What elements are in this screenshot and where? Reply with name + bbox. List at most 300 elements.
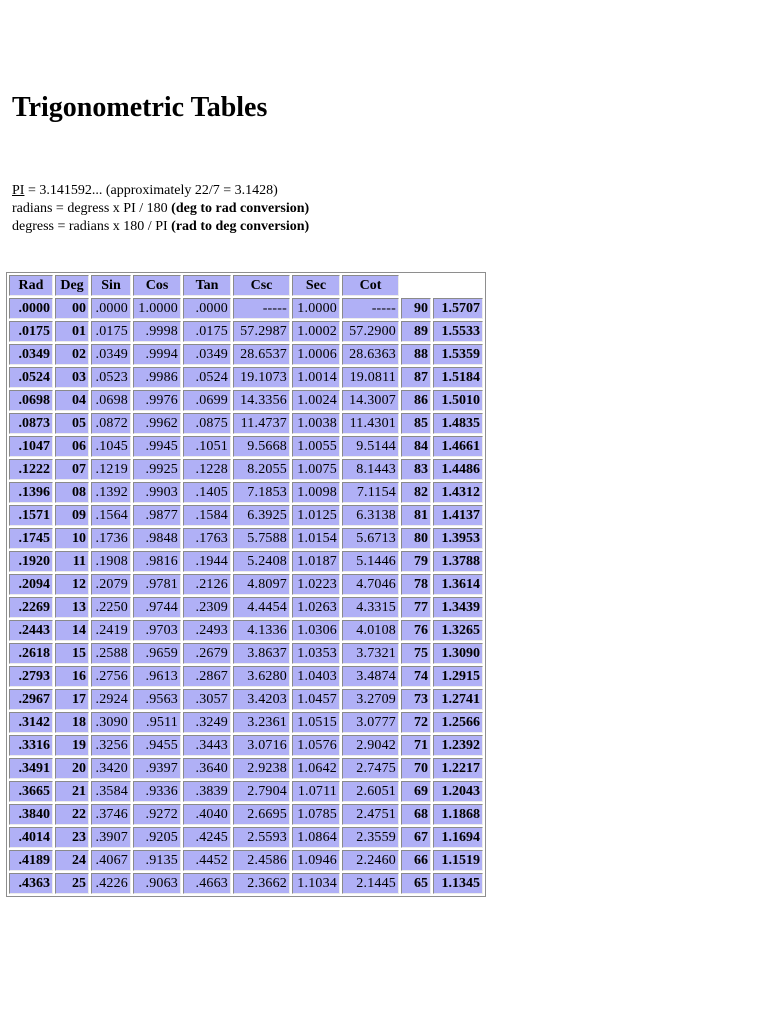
cell-rad: .2793 <box>9 666 53 687</box>
cell-comp-rad: 1.2043 <box>433 781 483 802</box>
cell-csc: 9.5668 <box>233 436 290 457</box>
cell-rad: .1745 <box>9 528 53 549</box>
table-row <box>9 689 483 710</box>
cell-cot: 14.3007 <box>342 390 399 411</box>
cell-csc: 4.4454 <box>233 597 290 618</box>
table-row <box>9 850 483 871</box>
cell-sin: .0349 <box>91 344 131 365</box>
deg-to-rad-formula: radians = degress x PI / 180 <box>12 201 172 216</box>
cell-sin: .2588 <box>91 643 131 664</box>
cell-csc: 57.2987 <box>233 321 290 342</box>
cell-cot: 5.6713 <box>342 528 399 549</box>
cell-comp-rad: 1.3953 <box>433 528 483 549</box>
cell-sin: .3746 <box>91 804 131 825</box>
cell-cot: 2.7475 <box>342 758 399 779</box>
header-sin: Sin <box>91 275 131 296</box>
table-row <box>9 436 483 457</box>
cell-csc: 14.3356 <box>233 390 290 411</box>
cell-cos: .9848 <box>133 528 181 549</box>
cell-csc: 28.6537 <box>233 344 290 365</box>
cell-csc: 3.0716 <box>233 735 290 756</box>
cell-tan: .1584 <box>183 505 231 526</box>
cell-rad: .4363 <box>9 873 53 894</box>
cell-deg: 08 <box>55 482 89 503</box>
cell-tan: .0175 <box>183 321 231 342</box>
cell-cos: .9703 <box>133 620 181 641</box>
cell-rad: .0524 <box>9 367 53 388</box>
cell-deg: 15 <box>55 643 89 664</box>
cell-csc: 5.2408 <box>233 551 290 572</box>
cell-cot: 3.2709 <box>342 689 399 710</box>
cell-comp-rad: 1.2392 <box>433 735 483 756</box>
cell-cot: 3.0777 <box>342 712 399 733</box>
cell-deg: 21 <box>55 781 89 802</box>
cell-comp-deg: 75 <box>401 643 431 664</box>
cell-comp-rad: 1.5010 <box>433 390 483 411</box>
rad-to-deg-note <box>12 218 309 236</box>
cell-sec: 1.0000 <box>292 298 340 319</box>
cell-cos: .9986 <box>133 367 181 388</box>
cell-cot: 4.3315 <box>342 597 399 618</box>
cell-cot: 3.4874 <box>342 666 399 687</box>
table-header-row <box>9 275 483 296</box>
cell-comp-rad: 1.3614 <box>433 574 483 595</box>
cell-cos: .9563 <box>133 689 181 710</box>
cell-comp-deg: 76 <box>401 620 431 641</box>
cell-comp-rad: 1.4835 <box>433 413 483 434</box>
cell-sec: 1.0711 <box>292 781 340 802</box>
pi-text: = 3.141592... (approximately 22/7 = 3.1428) <box>24 183 278 198</box>
cell-sin: .3256 <box>91 735 131 756</box>
cell-comp-rad: 1.2915 <box>433 666 483 687</box>
cell-comp-rad: 1.3090 <box>433 643 483 664</box>
cell-csc: 4.8097 <box>233 574 290 595</box>
table-row <box>9 712 483 733</box>
cell-sec: 1.0263 <box>292 597 340 618</box>
cell-cot: 2.4751 <box>342 804 399 825</box>
cell-csc: 2.7904 <box>233 781 290 802</box>
cell-rad: .3491 <box>9 758 53 779</box>
cell-comp-rad: 1.5184 <box>433 367 483 388</box>
cell-tan: .3839 <box>183 781 231 802</box>
cell-cos: .9816 <box>133 551 181 572</box>
cell-sin: .3907 <box>91 827 131 848</box>
cell-cos: 1.0000 <box>133 298 181 319</box>
cell-comp-rad: 1.3265 <box>433 620 483 641</box>
cell-sec: 1.0946 <box>292 850 340 871</box>
deg-to-rad-label: (deg to rad conversion) <box>171 201 310 216</box>
cell-comp-deg: 71 <box>401 735 431 756</box>
cell-tan: .1763 <box>183 528 231 549</box>
cell-rad: .0698 <box>9 390 53 411</box>
cell-rad: .0349 <box>9 344 53 365</box>
table-row <box>9 827 483 848</box>
rad-to-deg-label: (rad to deg conversion) <box>171 219 310 234</box>
table-row <box>9 390 483 411</box>
cell-sec: 1.0576 <box>292 735 340 756</box>
cell-csc: 3.2361 <box>233 712 290 733</box>
cell-sec: 1.0002 <box>292 321 340 342</box>
cell-rad: .1396 <box>9 482 53 503</box>
cell-deg: 06 <box>55 436 89 457</box>
cell-cos: .9455 <box>133 735 181 756</box>
cell-comp-deg: 82 <box>401 482 431 503</box>
cell-sec: 1.0125 <box>292 505 340 526</box>
table-row <box>9 482 483 503</box>
cell-sin: .0523 <box>91 367 131 388</box>
cell-comp-rad: 1.3788 <box>433 551 483 572</box>
cell-csc: 19.1073 <box>233 367 290 388</box>
cell-tan: .0699 <box>183 390 231 411</box>
table-row <box>9 551 483 572</box>
cell-deg: 03 <box>55 367 89 388</box>
cell-tan: .4040 <box>183 804 231 825</box>
cell-cos: .9135 <box>133 850 181 871</box>
cell-comp-rad: 1.2566 <box>433 712 483 733</box>
cell-tan: .0000 <box>183 298 231 319</box>
table-row <box>9 666 483 687</box>
cell-cot: 9.5144 <box>342 436 399 457</box>
cell-cot: 6.3138 <box>342 505 399 526</box>
cell-csc: 11.4737 <box>233 413 290 434</box>
cell-comp-rad: 1.2217 <box>433 758 483 779</box>
cell-sin: .3420 <box>91 758 131 779</box>
cell-tan: .3249 <box>183 712 231 733</box>
cell-csc: 2.9238 <box>233 758 290 779</box>
cell-csc: 3.8637 <box>233 643 290 664</box>
cell-cot: 3.7321 <box>342 643 399 664</box>
cell-comp-rad: 1.1868 <box>433 804 483 825</box>
cell-comp-rad: 1.1694 <box>433 827 483 848</box>
cell-deg: 19 <box>55 735 89 756</box>
cell-cot: 2.2460 <box>342 850 399 871</box>
cell-csc: 2.5593 <box>233 827 290 848</box>
cell-rad: .4189 <box>9 850 53 871</box>
cell-sec: 1.0403 <box>292 666 340 687</box>
cell-cot: 19.0811 <box>342 367 399 388</box>
pi-link[interactable]: PI <box>12 183 25 198</box>
cell-tan: .3057 <box>183 689 231 710</box>
cell-comp-deg: 85 <box>401 413 431 434</box>
cell-tan: .2309 <box>183 597 231 618</box>
cell-sec: 1.1034 <box>292 873 340 894</box>
cell-cos: .9781 <box>133 574 181 595</box>
cell-tan: .4663 <box>183 873 231 894</box>
cell-comp-deg: 80 <box>401 528 431 549</box>
table-row <box>9 528 483 549</box>
cell-sin: .0698 <box>91 390 131 411</box>
cell-comp-deg: 68 <box>401 804 431 825</box>
cell-cos: .9976 <box>133 390 181 411</box>
cell-deg: 13 <box>55 597 89 618</box>
cell-rad: .3665 <box>9 781 53 802</box>
cell-tan: .2493 <box>183 620 231 641</box>
cell-sec: 1.0223 <box>292 574 340 595</box>
cell-sin: .3090 <box>91 712 131 733</box>
header-deg: Deg <box>55 275 89 296</box>
cell-comp-rad: 1.4486 <box>433 459 483 480</box>
header-sec: Sec <box>292 275 340 296</box>
cell-rad: .0000 <box>9 298 53 319</box>
cell-sec: 1.0154 <box>292 528 340 549</box>
cell-deg: 01 <box>55 321 89 342</box>
cell-csc: 6.3925 <box>233 505 290 526</box>
cell-comp-deg: 73 <box>401 689 431 710</box>
cell-rad: .2967 <box>9 689 53 710</box>
cell-deg: 02 <box>55 344 89 365</box>
cell-cos: .9925 <box>133 459 181 480</box>
cell-tan: .4245 <box>183 827 231 848</box>
cell-cos: .9336 <box>133 781 181 802</box>
page-title: Trigonometric Tables <box>12 92 268 123</box>
table-row <box>9 643 483 664</box>
cell-comp-rad: 1.4312 <box>433 482 483 503</box>
cell-sin: .0872 <box>91 413 131 434</box>
cell-cot: 28.6363 <box>342 344 399 365</box>
cell-deg: 07 <box>55 459 89 480</box>
cell-comp-deg: 78 <box>401 574 431 595</box>
cell-comp-deg: 77 <box>401 597 431 618</box>
cell-sin: .1045 <box>91 436 131 457</box>
header-cot: Cot <box>342 275 399 296</box>
cell-csc: 2.6695 <box>233 804 290 825</box>
cell-cot: 7.1154 <box>342 482 399 503</box>
table-row <box>9 873 483 894</box>
table-row <box>9 758 483 779</box>
cell-rad: .3142 <box>9 712 53 733</box>
cell-csc: ----- <box>233 298 290 319</box>
cell-comp-deg: 88 <box>401 344 431 365</box>
cell-sec: 1.0187 <box>292 551 340 572</box>
cell-sin: .2924 <box>91 689 131 710</box>
cell-deg: 04 <box>55 390 89 411</box>
table-row <box>9 620 483 641</box>
cell-sec: 1.0457 <box>292 689 340 710</box>
cell-tan: .1051 <box>183 436 231 457</box>
header-csc: Csc <box>233 275 290 296</box>
cell-sec: 1.0014 <box>292 367 340 388</box>
cell-cot: 2.1445 <box>342 873 399 894</box>
cell-sin: .1219 <box>91 459 131 480</box>
cell-comp-deg: 81 <box>401 505 431 526</box>
cell-rad: .3316 <box>9 735 53 756</box>
table-row <box>9 781 483 802</box>
cell-comp-rad: 1.1345 <box>433 873 483 894</box>
cell-deg: 00 <box>55 298 89 319</box>
cell-comp-deg: 86 <box>401 390 431 411</box>
table-row <box>9 321 483 342</box>
cell-deg: 20 <box>55 758 89 779</box>
cell-sec: 1.0055 <box>292 436 340 457</box>
cell-comp-deg: 66 <box>401 850 431 871</box>
cell-comp-deg: 87 <box>401 367 431 388</box>
cell-comp-deg: 79 <box>401 551 431 572</box>
cell-csc: 3.4203 <box>233 689 290 710</box>
trig-table <box>6 272 486 897</box>
cell-sin: .2756 <box>91 666 131 687</box>
cell-deg: 24 <box>55 850 89 871</box>
cell-sec: 1.0098 <box>292 482 340 503</box>
table-row <box>9 459 483 480</box>
cell-cot: 2.6051 <box>342 781 399 802</box>
cell-cos: .9994 <box>133 344 181 365</box>
cell-cot: 57.2900 <box>342 321 399 342</box>
cell-cos: .9744 <box>133 597 181 618</box>
cell-comp-rad: 1.5533 <box>433 321 483 342</box>
rad-to-deg-formula: degress = radians x 180 / PI <box>12 219 172 234</box>
cell-comp-rad: 1.5359 <box>433 344 483 365</box>
cell-cot: 2.3559 <box>342 827 399 848</box>
cell-sec: 1.0515 <box>292 712 340 733</box>
cell-comp-rad: 1.4661 <box>433 436 483 457</box>
cell-cos: .9877 <box>133 505 181 526</box>
cell-comp-deg: 65 <box>401 873 431 894</box>
cell-sin: .1736 <box>91 528 131 549</box>
cell-tan: .2679 <box>183 643 231 664</box>
cell-comp-rad: 1.4137 <box>433 505 483 526</box>
cell-tan: .3443 <box>183 735 231 756</box>
cell-comp-rad: 1.5707 <box>433 298 483 319</box>
cell-deg: 14 <box>55 620 89 641</box>
cell-rad: .3840 <box>9 804 53 825</box>
table-row <box>9 505 483 526</box>
cell-rad: .2618 <box>9 643 53 664</box>
cell-cos: .9962 <box>133 413 181 434</box>
table-row <box>9 367 483 388</box>
cell-comp-deg: 70 <box>401 758 431 779</box>
cell-sec: 1.0006 <box>292 344 340 365</box>
cell-rad: .1920 <box>9 551 53 572</box>
cell-rad: .0175 <box>9 321 53 342</box>
cell-deg: 22 <box>55 804 89 825</box>
table-row <box>9 597 483 618</box>
cell-tan: .1405 <box>183 482 231 503</box>
cell-comp-deg: 74 <box>401 666 431 687</box>
pi-note <box>12 182 309 200</box>
cell-comp-deg: 84 <box>401 436 431 457</box>
cell-sin: .2250 <box>91 597 131 618</box>
cell-tan: .0875 <box>183 413 231 434</box>
trig-table-wrapper <box>6 272 486 897</box>
cell-comp-rad: 1.2741 <box>433 689 483 710</box>
cell-csc: 2.4586 <box>233 850 290 871</box>
table-body <box>9 298 483 894</box>
cell-cos: .9397 <box>133 758 181 779</box>
cell-deg: 10 <box>55 528 89 549</box>
cell-deg: 18 <box>55 712 89 733</box>
cell-cot: 11.4301 <box>342 413 399 434</box>
cell-comp-deg: 90 <box>401 298 431 319</box>
cell-tan: .0349 <box>183 344 231 365</box>
table-row <box>9 413 483 434</box>
cell-cos: .9613 <box>133 666 181 687</box>
table-row <box>9 574 483 595</box>
cell-cos: .9903 <box>133 482 181 503</box>
cell-tan: .2867 <box>183 666 231 687</box>
cell-sin: .1392 <box>91 482 131 503</box>
cell-rad: .2443 <box>9 620 53 641</box>
table-row <box>9 804 483 825</box>
cell-sec: 1.0038 <box>292 413 340 434</box>
cell-sec: 1.0306 <box>292 620 340 641</box>
cell-tan: .3640 <box>183 758 231 779</box>
cell-deg: 25 <box>55 873 89 894</box>
cell-csc: 7.1853 <box>233 482 290 503</box>
cell-sin: .4067 <box>91 850 131 871</box>
cell-cos: .9659 <box>133 643 181 664</box>
cell-rad: .1222 <box>9 459 53 480</box>
cell-sec: 1.0024 <box>292 390 340 411</box>
header-blank <box>401 275 431 296</box>
cell-rad: .1047 <box>9 436 53 457</box>
cell-cot: 4.0108 <box>342 620 399 641</box>
cell-sin: .1564 <box>91 505 131 526</box>
cell-rad: .4014 <box>9 827 53 848</box>
cell-cot: 8.1443 <box>342 459 399 480</box>
cell-rad: .2094 <box>9 574 53 595</box>
cell-csc: 5.7588 <box>233 528 290 549</box>
cell-cot: 2.9042 <box>342 735 399 756</box>
cell-sin: .1908 <box>91 551 131 572</box>
cell-comp-deg: 67 <box>401 827 431 848</box>
header-tan: Tan <box>183 275 231 296</box>
cell-comp-rad: 1.1519 <box>433 850 483 871</box>
cell-tan: .1944 <box>183 551 231 572</box>
cell-sec: 1.0075 <box>292 459 340 480</box>
cell-sec: 1.0864 <box>292 827 340 848</box>
cell-tan: .0524 <box>183 367 231 388</box>
header-cos: Cos <box>133 275 181 296</box>
cell-comp-deg: 69 <box>401 781 431 802</box>
cell-rad: .1571 <box>9 505 53 526</box>
cell-tan: .2126 <box>183 574 231 595</box>
cell-cos: .9205 <box>133 827 181 848</box>
cell-cot: 5.1446 <box>342 551 399 572</box>
header-rad: Rad <box>9 275 53 296</box>
cell-comp-deg: 83 <box>401 459 431 480</box>
cell-cos: .9998 <box>133 321 181 342</box>
cell-rad: .0873 <box>9 413 53 434</box>
cell-sin: .0175 <box>91 321 131 342</box>
cell-deg: 12 <box>55 574 89 595</box>
cell-cot: ----- <box>342 298 399 319</box>
cell-tan: .4452 <box>183 850 231 871</box>
cell-sec: 1.0642 <box>292 758 340 779</box>
table-row <box>9 735 483 756</box>
cell-deg: 09 <box>55 505 89 526</box>
cell-sin: .2079 <box>91 574 131 595</box>
cell-cos: .9945 <box>133 436 181 457</box>
cell-sec: 1.0785 <box>292 804 340 825</box>
cell-sec: 1.0353 <box>292 643 340 664</box>
cell-comp-deg: 72 <box>401 712 431 733</box>
cell-tan: .1228 <box>183 459 231 480</box>
cell-deg: 11 <box>55 551 89 572</box>
cell-cos: .9272 <box>133 804 181 825</box>
cell-comp-rad: 1.3439 <box>433 597 483 618</box>
cell-deg: 17 <box>55 689 89 710</box>
cell-sin: .3584 <box>91 781 131 802</box>
cell-sin: .4226 <box>91 873 131 894</box>
cell-csc: 8.2055 <box>233 459 290 480</box>
cell-csc: 3.6280 <box>233 666 290 687</box>
cell-deg: 16 <box>55 666 89 687</box>
cell-cos: .9511 <box>133 712 181 733</box>
table-row <box>9 298 483 319</box>
cell-csc: 4.1336 <box>233 620 290 641</box>
cell-deg: 23 <box>55 827 89 848</box>
conversion-notes <box>12 182 309 236</box>
